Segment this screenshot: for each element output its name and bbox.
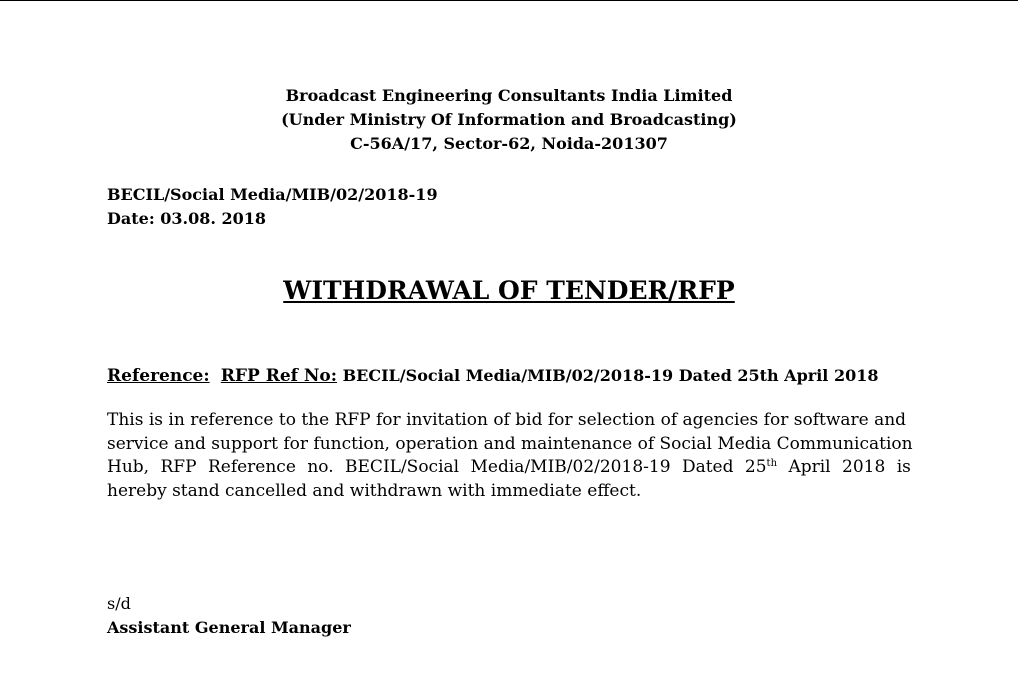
body-line-1 xyxy=(107,409,911,433)
memo-reference xyxy=(107,183,438,231)
body-date-day xyxy=(745,456,777,480)
letterhead xyxy=(0,84,1018,156)
reference-line xyxy=(107,364,878,388)
body-line-2 xyxy=(107,433,911,457)
organization-name: Broadcast Engineering Consultants India Limited xyxy=(285,86,733,105)
body-line-4 xyxy=(107,480,911,504)
body-line-4-text: hereby stand cancelled and withdrawn with immediate effect. xyxy=(107,480,642,501)
body-word: is xyxy=(896,457,911,477)
body-line-3 xyxy=(107,456,911,480)
body-line-2-text: service and support for function, operation and maintenance of Social Media Communication xyxy=(107,433,913,454)
body-word: no. xyxy=(307,457,334,477)
ministry-line: (Under Ministry Of Information and Broadcasting) xyxy=(281,110,737,129)
document-title: WITHDRAWAL OF TENDER/RFP xyxy=(283,276,735,305)
body-word: Dated xyxy=(681,457,734,477)
body-day-suffix: th xyxy=(766,458,778,469)
body-word: Media/MIB/02/2018-19 xyxy=(470,457,671,477)
body-word: Hub, xyxy=(107,457,150,477)
signatory-designation: Assistant General Manager xyxy=(107,618,351,637)
top-border-line xyxy=(0,0,1018,1)
memo-ref-number: BECIL/Social Media/MIB/02/2018-19 xyxy=(107,185,438,204)
body-word: 2018 xyxy=(842,457,886,477)
address-line: C-56A/17, Sector-62, Noida-201307 xyxy=(350,134,668,153)
reference-text: BECIL/Social Media/MIB/02/2018-19 Dated 25th April 2018 xyxy=(342,366,879,385)
reference-label: Reference: xyxy=(107,366,210,386)
body-word: Reference xyxy=(207,457,296,477)
body-word: BECIL/Social xyxy=(345,457,460,477)
rfp-ref-label: RFP Ref No: xyxy=(220,366,338,386)
body-day-number: 25 xyxy=(744,457,767,477)
body-word: April xyxy=(788,457,831,477)
memo-date: Date: 03.08. 2018 xyxy=(107,209,267,228)
signature-mark: s/d xyxy=(107,594,131,613)
body-line-1-text: This is in reference to the RFP for invitation of bid for selection of agencies for software and xyxy=(107,410,907,430)
body-paragraph xyxy=(107,409,911,503)
body-word: RFP xyxy=(160,457,197,477)
signature-block xyxy=(107,592,351,640)
